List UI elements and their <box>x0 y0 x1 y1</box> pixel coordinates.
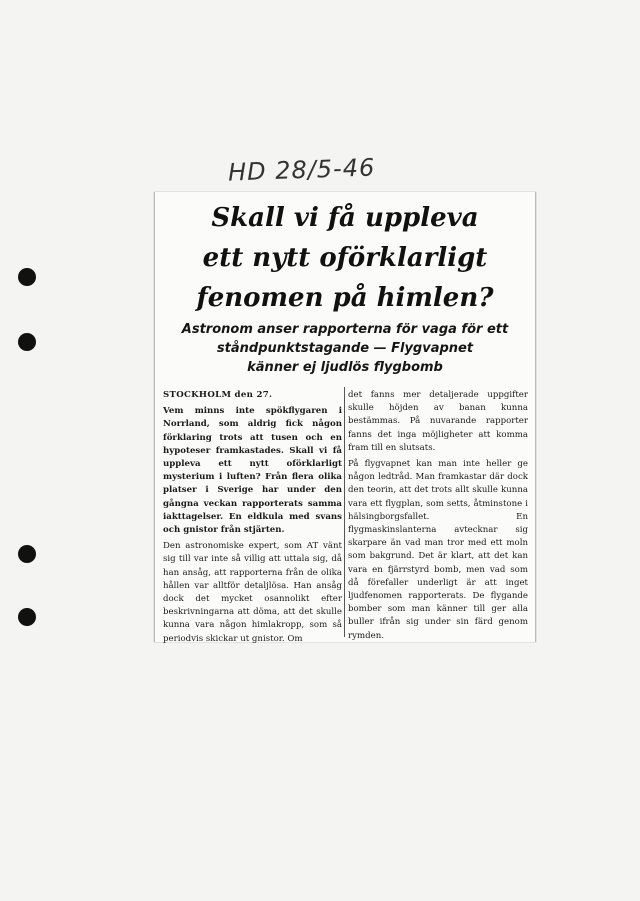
headline-line: ett nytt oförklarligt <box>202 243 488 273</box>
body-paragraph: Den astronomiske expert, som AT vänt sig till var inte så villig att uttala sig, då han ansåg, att rapporterna från de olika hållen var alltför detaljlösa. Han ansåg dock det mycket osannolikt efter beskrivningarna att döma, att det skulle kunna vara någon himlakropp, som så periodvis skickar ut gnistor. Om <box>163 541 342 644</box>
column-divider <box>344 387 345 637</box>
punch-hole <box>18 268 36 286</box>
article-column-right <box>348 389 528 646</box>
body-paragraph: På flygvapnet kan man inte heller ge någon ledtråd. Man framkastar där dock den teorin, att det trots allt skulle kunna vara ett flygplan, som setts, åtminstone i hälsingborgsfallet. En flygmaskinslanterna avtecknar sig skarpare än vad man tror med ett moln som bakgrund. Det är klart, att det kan vara en fjärrstyrd bomb, men vad som då förefaller underligt är att inget ljudfenomen rapporterats. De flygande bomber som man känner till ger alla buller ifrån sig under sin färd genom rymden. <box>348 459 528 641</box>
subheadline <box>155 320 535 377</box>
headline-line: Skall vi få uppleva <box>211 203 479 233</box>
subheadline-line: Astronom anser rapporterna för vaga för ett <box>181 322 509 337</box>
headline <box>155 198 535 318</box>
handwritten-note: HD 28/5-46 <box>227 153 376 187</box>
punch-hole <box>18 608 36 626</box>
body-paragraph: det fanns mer detaljerade uppgifter skulle höjden av banan kunna bestämmas. På nuvarande rapporter fanns det inga möjligheter att komma fram till en slutsats. <box>348 390 528 453</box>
punch-hole <box>18 333 36 351</box>
subheadline-line: känner ej ljudlös flygbomb <box>247 360 443 375</box>
subheadline-line: ståndpunktstagande — Flygvapnet <box>216 341 474 356</box>
article-column-left <box>163 389 342 649</box>
newspaper-clipping <box>154 192 536 642</box>
punch-hole <box>18 545 36 563</box>
lede-paragraph: Vem minns inte spökflygaren i Norrland, som aldrig fick någon förklaring trots att tusen och en hypoteser framkastades. Skall vi få uppleva ett nytt oförklarligt mysterium i luften? Från flera olika platser i Sverige har under den gångna veckan rapporterats samma iakttagelser. En eldkula med svans och gnistor från stjärten. <box>163 406 342 536</box>
headline-line: fenomen på himlen? <box>196 283 494 313</box>
dateline: STOCKHOLM den 27. <box>163 390 273 400</box>
